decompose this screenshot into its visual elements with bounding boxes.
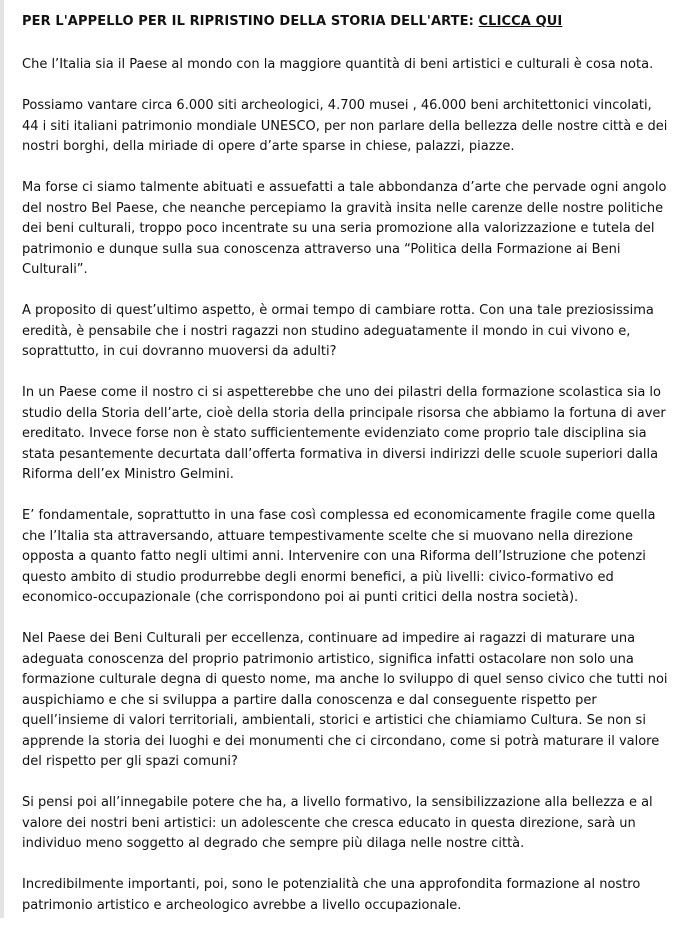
paragraph-1: Che l’Italia sia il Paese al mondo con la maggiore quantità di beni artistici e culturali è cosa nota. — [22, 57, 654, 72]
paragraph-4: A proposito di quest’ultimo aspetto, è ormai tempo di cambiare rotta. Con una tale preziosissima eredità, è pensabile che i nostri ragazzi non studino adeguatamente il mondo in cui vivono e, soprattutto, in cui dovranno muoversi da adulti? — [22, 303, 654, 359]
appeal-heading-text: PER L'APPELLO PER IL RIPRISTINO DELLA STORIA DELL'ARTE: — [22, 14, 479, 29]
paragraph-5: In un Paese come il nostro ci si aspetterebbe che uno dei pilastri della formazione scolastica sia lo studio della Storia dell’arte, cioè della storia della principale risorsa che abbiamo la fortuna di aver ereditato. Invece forse non è stato sufficientemente evidenziato come proprio tale disciplina sia stata pesantemente decurtata dall’offerta formativa in diversi indirizzi delle scuole superiori dalla Riforma dell’ex Ministro Gelmini. — [22, 385, 666, 482]
appeal-heading — [22, 12, 670, 32]
paragraph-6: E’ fondamentale, soprattutto in una fase così complessa ed economicamente fragile come quella che l’Italia sta attraversando, attuare tempestivamente scelte che si muovano nella direzione opposta a quanto fatto negli ultimi anni. Intervenire con una Riforma dell’Istruzione che potenzi questo ambito di studio produrrebbe degli enormi benefici, a più livelli: civico-formativo ed economico-occupazionale (che corrispondono poi ai punti critici della nostra società). — [22, 508, 656, 605]
paragraph-2: Possiamo vantare circa 6.000 siti archeologici, 4.700 musei , 46.000 beni architettonici vincolati, 44 i siti italiani patrimonio mondiale UNESCO, per non parlare della bellezza delle nostre città e dei nostri borghi, della miriade di opere d’arte sparse in chiese, palazzi, piazze. — [22, 98, 668, 154]
paragraph-9: Incredibilmente importanti, poi, sono le potenzialità che una approfondita formazione al nostro patrimonio artistico e archeologico avrebbe a livello occupazionale. — [22, 877, 641, 913]
paragraph-3: Ma forse ci siamo talmente abituati e assuefatti a tale abbondanza d’arte che pervade ogni angolo del nostro Bel Paese, che neanche percepiamo la gravità insita nelle carenze delle nostre politiche dei beni culturali, troppo poco incentrate su una seria promozione alla valorizzazione e tutela del patrimonio e dunque sulla sua conoscenza attraverso una “Politica della Formazione ai Beni Culturali”. — [22, 180, 667, 277]
clicca-qui-link[interactable]: CLICCA QUI — [478, 14, 563, 29]
paragraph-7: Nel Paese dei Beni Culturali per eccellenza, continuare ad impedire ai ragazzi di maturare una adeguata conoscenza del proprio patrimonio artistico, significa infatti ostacolare non solo una formazione culturale degna di questo nome, ma anche lo sviluppo di quel senso civico che tutti noi auspichiamo e che si sviluppa a partire dalla conoscenza e dal conseguente rispetto per quell’insieme di valori territoriali, ambientali, storici e artistici che chiamiamo Cultura. Se non si apprende la storia dei luoghi e dei monumenti che ci circondano, come si potrà maturare il valore del rispetto per gli spazi comuni? — [22, 631, 668, 769]
article-body — [22, 12, 670, 937]
paragraph-8: Si pensi poi all’innegabile potere che ha, a livello formativo, la sensibilizzazione alla bellezza e al valore dei nostri beni artistici: un adolescente che cresca educato in questa direzione, sarà un individuo meno soggetto al degrado che sempre più dilaga nelle nostre città. — [22, 795, 653, 851]
left-border — [0, 0, 4, 918]
